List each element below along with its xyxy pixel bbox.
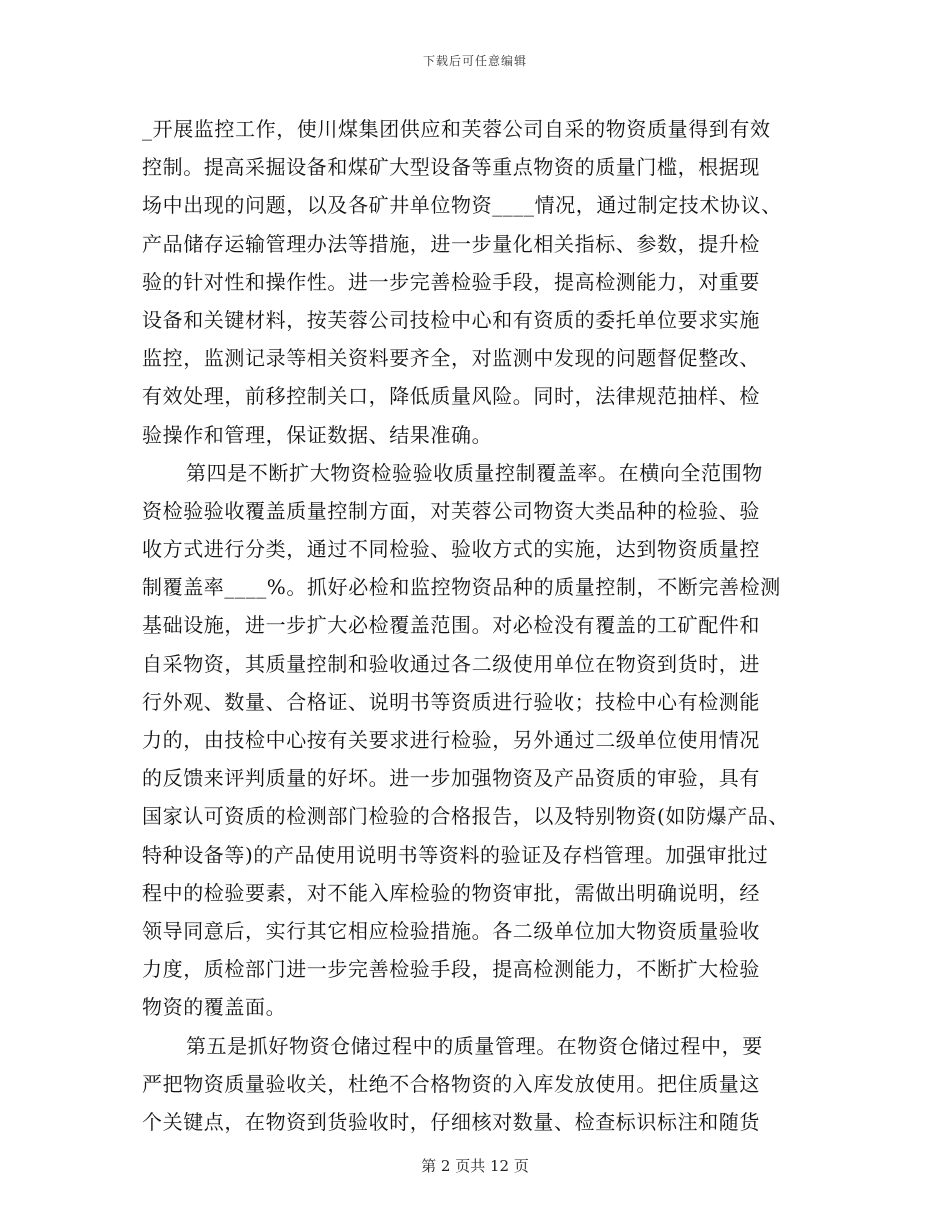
text-line: 场中出现的问题，以及各矿井单位物资____情况，通过制定技术协议、 (142, 193, 782, 218)
text-line: 行外观、数量、合格证、说明书等资质进行验收；技检中心有检测能 (142, 689, 760, 714)
text-line: 特种设备等)的产品使用说明书等资料的验证及存档管理。加强审批过 (142, 842, 769, 867)
text-line: 基础设施，进一步扩大必检覆盖范围。对必检没有覆盖的工矿配件和 (142, 613, 760, 638)
text-line: 自采物资，其质量控制和验收通过各二级使用单位在物资到货时，进 (142, 651, 760, 676)
text-line: 有效处理，前移控制关口，降低质量风险。同时，法律规范抽样、检 (142, 384, 760, 409)
text-line: 验的针对性和操作性。进一步完善检验手段，提高检测能力，对重要 (142, 269, 760, 294)
paragraph-start-line: 第五是抓好物资仓储过程中的质量管理。在物资仓储过程中，要 (186, 1033, 763, 1058)
text-line: 监控，监测记录等相关资料要齐全，对监测中发现的问题督促整改、 (142, 346, 760, 371)
page-footer: 第 2 页共 12 页 (421, 1157, 529, 1175)
text-line: 控制。提高采掘设备和煤矿大型设备等重点物资的质量门槛，根据现 (142, 155, 760, 180)
text-line: _开展监控工作，使川煤集团供应和芙蓉公司自采的物资质量得到有效 (142, 117, 771, 141)
text-line: 收方式进行分类，通过不同检验、验收方式的实施，达到物资质量控 (142, 537, 760, 562)
text-line: 的反馈来评判质量的好坏。进一步加强物资及产品资质的审验，具有 (142, 766, 760, 791)
text-line: 程中的检验要素，对不能入库检验的物资审批，需做出明确说明，经 (142, 880, 760, 905)
text-line: 个关键点，在物资到货验收时，仔细核对数量、检查标识标注和随货 (142, 1109, 760, 1134)
text-line: 资检验验收覆盖质量控制方面，对芙蓉公司物资大类品种的检验、验 (142, 498, 760, 523)
text-line: 验操作和管理，保证数据、结果准确。 (142, 422, 493, 447)
document-body (142, 110, 812, 1141)
page-header: 下载后可任意编辑 (422, 54, 527, 68)
text-line: 产品储存运输管理办法等措施，进一步量化相关指标、参数，提升检 (142, 231, 760, 256)
text-line: 领导同意后，实行其它相应检验措施。各二级单位加大物资质量验收 (142, 918, 760, 943)
text-line: 物资的覆盖面。 (142, 995, 287, 1020)
text-line: 制覆盖率____%。抓好必检和监控物资品种的质量控制，不断完善检测 (142, 575, 781, 600)
text-line: 力度，质检部门进一步完善检验手段，提高检测能力，不断扩大检验 (142, 957, 760, 982)
text-line: 设备和关键材料，按芙蓉公司技检中心和有资质的委托单位要求实施 (142, 307, 760, 332)
text-line: 国家认可资质的检测部门检验的合格报告，以及特别物资(如防爆产品、 (142, 804, 790, 829)
text-line: 力的，由技检中心按有关要求进行检验，另外通过二级单位使用情况 (142, 728, 760, 752)
paragraph-start-line: 第四是不断扩大物资检验验收质量控制覆盖率。在横向全范围物 (186, 460, 763, 485)
text-line: 严把物资质量验收关，杜绝不合格物资的入库发放使用。把住质量这 (142, 1071, 760, 1096)
